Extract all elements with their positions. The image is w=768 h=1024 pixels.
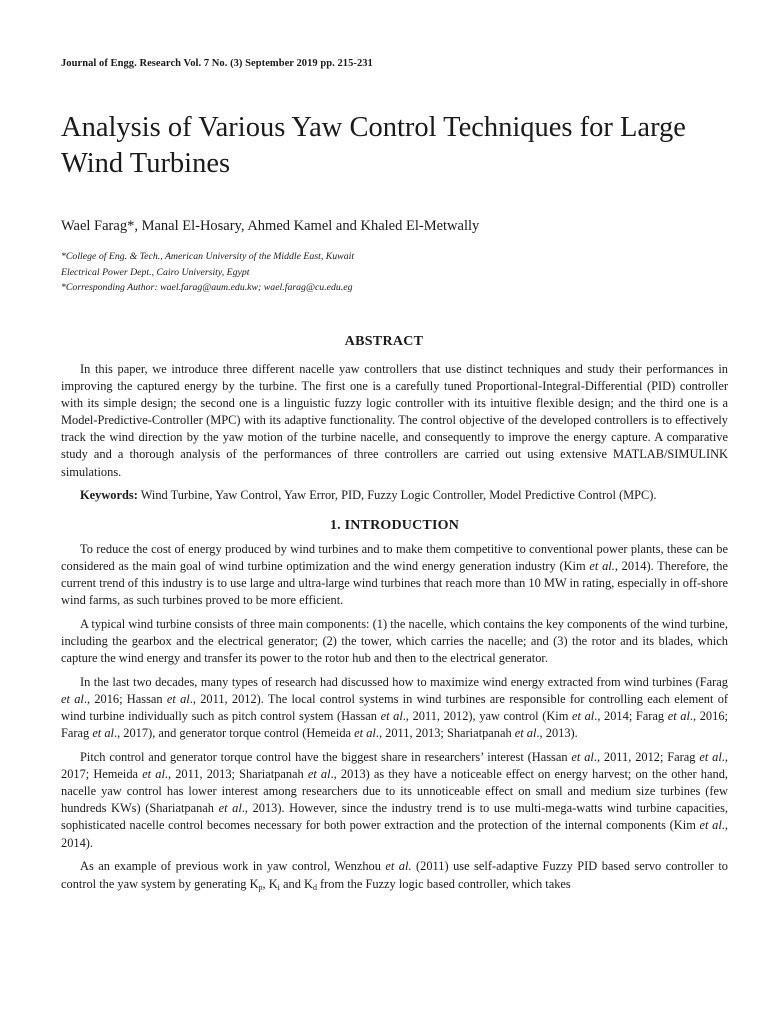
keywords-list: Wind Turbine, Yaw Control, Yaw Error, PID, Fuzzy Logic Controller, Model Predictive Control (MPC).: [140, 488, 657, 503]
author-list: Wael Farag*, Manal El-Hosary, Ahmed Kamel and Khaled El-Metwally: [61, 218, 480, 234]
keywords-label: Keywords:: [80, 488, 138, 503]
abstract-text: In this paper, we introduce three different nacelle yaw controllers that use distinct techniques and study their performances in improving the captured energy by the turbine. The first one is a carefully tuned Proportional-Integral-Differential (PID) controller with its simple design; the second one is a linguistic fuzzy logic controller with its intuitive flexible design; and the third one is a Model-Predictive-Controller (MPC) with its adaptive functionality. The control objective of the developed controllers is to effectively track the wind direction by the yaw motion of the turbine nacelle, and consequently to improve the energy capture. A comparative study and a thorough analysis of the performances of three controllers are carried out using extensive MATLAB/SIMULINK simulations.: [61, 362, 728, 479]
keywords: [61, 487, 728, 504]
intro-paragraph-1: To reduce the cost of energy produced by wind turbines and to make them competitive to conventional power plants, these can be considered as the main goal of wind turbine optimization and the wind energy generation industry (Kim et al., 2014). Therefore, the current trend of this industry is to use large and ultra-large wind turbines that reach more than 10 MW in rating, especially in off-shore wind farms, as such turbines proved to be more efficient.: [61, 541, 729, 607]
journal-header: Journal of Engg. Research Vol. 7 No. (3) September 2019 pp. 215-231: [61, 58, 373, 69]
section-heading-introduction: 1. INTRODUCTION: [329, 517, 459, 533]
main-body: [61, 361, 728, 899]
affiliations: [61, 249, 354, 296]
abstract-heading: ABSTRACT: [344, 334, 424, 349]
intro-paragraph-2: A typical wind turbine consists of three main components: (1) the nacelle, which contains the key components of the wind turbine, including the gearbox and the electrical generator; (2) the tower, which carries the nacelle; and (3) the rotor and its blades, which capture the wind energy and transfer its power to the rotor hub and then to the electrical generator.: [61, 616, 728, 665]
affiliation-line: Electrical Power Dept., Cairo University, Egypt: [61, 266, 250, 278]
paper-title: Analysis of Various Yaw Control Techniques for Large Wind Turbines: [61, 112, 686, 179]
corresponding-author: *Corresponding Author: wael.farag@aum.edu.kw; wael.farag@cu.edu.eg: [61, 282, 353, 293]
affiliation-line: *College of Eng. & Tech., American University of the Middle East, Kuwait: [61, 251, 355, 262]
intro-paragraph-4: Pitch control and generator torque control have the biggest share in researchers’ interest (Hassan et al., 2011, 2012; Farag et al., 2017; Hemeida et al., 2011, 2013; Shariatpanah et al., 2013) as they have a noticeable effect on energy harvest; on the other hand, nacelle yaw control has lower interest among researchers due to its unnoticeable effect on small and medium size turbines (few hundreds KWs) (Shariatpanah et al., 2013). However, since the industry trend is to use multi-mega-watts wind turbine capacities, sophisticated nacelle control becomes necessary for both power extraction and the protection of the internal components (Kim et al., 2014).: [61, 750, 728, 850]
intro-paragraph-3: In the last two decades, many types of research had discussed how to maximize wind energy extracted from wind turbines (Farag et al., 2016; Hassan et al., 2011, 2012). The local control systems in wind turbines are responsible for controlling each element of wind turbine individually such as pitch control system (Hassan et al., 2011, 2012), yaw control (Kim et al., 2014; Farag et al., 2016; Farag et al., 2017), and generator torque control (Hemeida et al., 2011, 2013; Shariatpanah et al., 2013).: [61, 674, 729, 741]
intro-paragraph-5: As an example of previous work in yaw control, Wenzhou et al. (2011) use self-adaptive Fuzzy PID based servo controller to control the yaw system by generating $K_p$, $K_i$ and $K_d$ from the Fuzzy logic based controller, which takes: [61, 859, 728, 892]
